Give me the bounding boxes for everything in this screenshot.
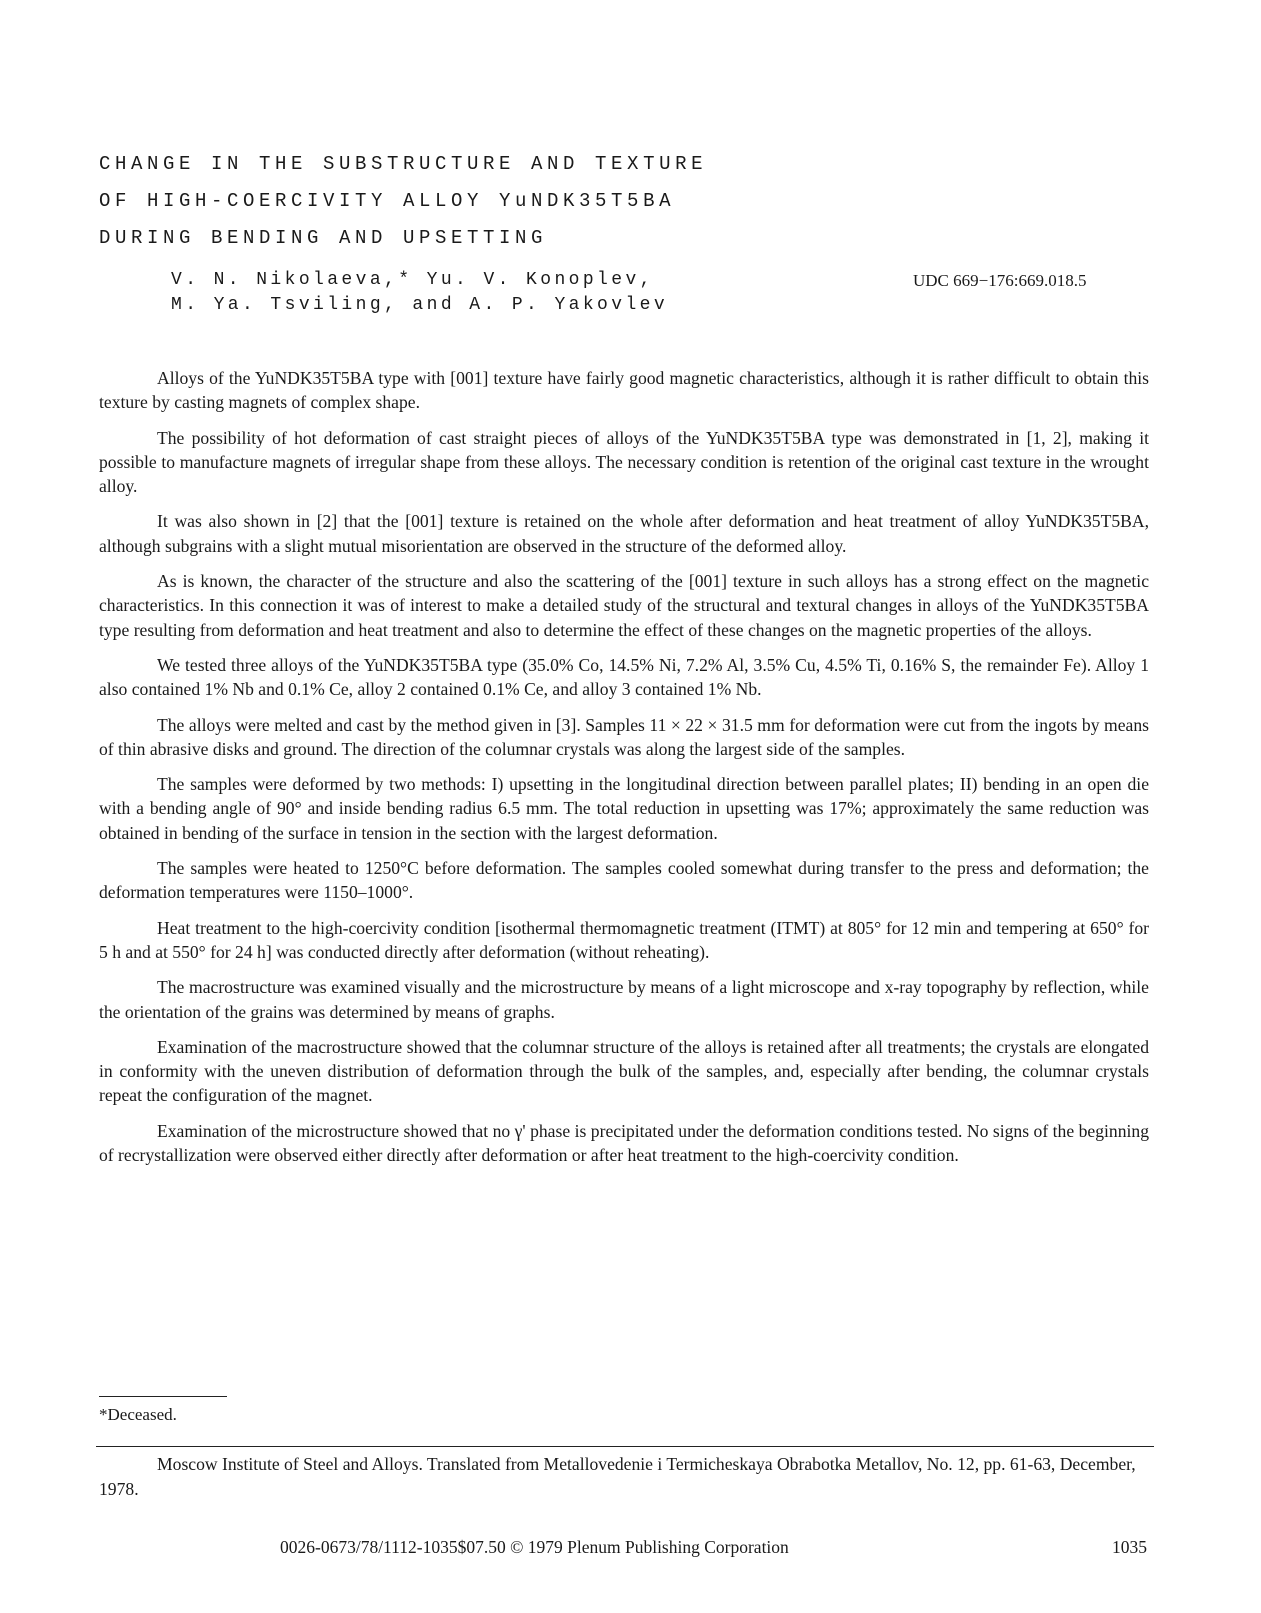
paragraph-2: The possibility of hot deformation of cast straight pieces of alloys of the YuNDK35T5BA type was demonstrated in [1, 2], making it possible to manufacture magnets of irregular shape from these alloys. The necessary condition is retention of the original cast texture in the wrought alloy.: [99, 427, 1149, 497]
paragraph-6: The alloys were melted and cast by the method given in [3]. Samples 11 × 22 × 31.5 mm for deformation were cut from the ingots by means of thin abrasive disks and ground. The direction of the columnar crystals was along the largest side of the samples.: [99, 714, 1149, 759]
author-line-1: V. N. Nikolaeva,* Yu. V. Konoplev,: [171, 270, 654, 290]
udc-code: UDC 669−176:669.018.5: [913, 271, 1087, 290]
title-line-2: OF HIGH-COERCIVITY ALLOY YuNDK35T5BA: [99, 190, 676, 212]
affiliation-note: [99, 1452, 1149, 1501]
article-title: [99, 146, 707, 257]
paragraph-9: Heat treatment to the high-coercivity condition [isothermal thermomagnetic treatment (ITMT) at 805° for 12 min and tempering at 650° for 5 h and at 550° for 24 h] was conducted directly after deformation (without reheating).: [99, 917, 1149, 962]
paragraph-3: It was also shown in [2] that the [001] texture is retained on the whole after deformation and heat treatment of alloy YuNDK35T5BA, although subgrains with a slight mutual misorientation are observed in the structure of the deformed alloy.: [99, 511, 1149, 556]
affiliation-divider: [96, 1446, 1154, 1447]
copyright-line: 0026-0673/78/1112-1035$07.50 © 1979 Plenum Publishing Corporation: [280, 1537, 789, 1557]
footnote: *Deceased.: [99, 1405, 177, 1424]
author-list: [171, 268, 668, 318]
footnote-divider: [99, 1396, 227, 1397]
paragraph-12: Examination of the microstructure showed that no γ' phase is precipitated under the deformation conditions tested. No signs of the beginning of recrystallization were observed either directly after deformation or after heat treatment to the high-coercivity condition.: [99, 1120, 1149, 1166]
affiliation-text: Moscow Institute of Steel and Alloys. Translated from Metallovedenie i Termicheskaya Obrabotka Metallov, No. 12, pp. 61-63, December, 1978.: [99, 1454, 1136, 1499]
paragraph-1: Alloys of the YuNDK35T5BA type with [001] texture have fairly good magnetic characteristics, although it is rather difficult to obtain this texture by casting magnets of complex shape.: [99, 368, 1149, 413]
paragraph-8: The samples were heated to 1250°C before deformation. The samples cooled somewhat during transfer to the press and deformation; the deformation temperatures were 1150–1000°.: [99, 858, 1149, 903]
article-body: [99, 366, 1149, 1178]
paragraph-5: We tested three alloys of the YuNDK35T5BA type (35.0% Co, 14.5% Ni, 7.2% Al, 3.5% Cu, 4.5% Ti, 0.16% S, the remainder Fe). Alloy 1 also contained 1% Nb and 0.1% Ce, alloy 2 contained 0.1% Ce, and alloy 3 contained 1% Nb.: [99, 654, 1149, 700]
page-number: 1035: [1112, 1537, 1147, 1557]
paragraph-7: The samples were deformed by two methods: I) upsetting in the longitudinal direction between parallel plates; II) bending in an open die with a bending angle of 90° and inside bending radius 6.5 mm. The total reduction in upsetting was 17%; approximately the same reduction was obtained in bending of the surface in tension in the section with the largest deformation.: [99, 774, 1149, 843]
author-line-2: M. Ya. Tsviling, and A. P. Yakovlev: [171, 295, 669, 315]
title-line-3: DURING BENDING AND UPSETTING: [99, 227, 548, 249]
paragraph-4: As is known, the character of the structure and also the scattering of the [001] texture in such alloys has a strong effect on the magnetic characteristics. In this connection it was of interest to make a detailed study of the structural and textural changes in alloys of the YuNDK35T5BA type resulting from deformation and heat treatment and also to determine the effect of these changes on the magnetic properties of the alloys.: [99, 571, 1149, 640]
title-line-1: CHANGE IN THE SUBSTRUCTURE AND TEXTURE: [99, 153, 708, 175]
paragraph-10: The macrostructure was examined visually and the microstructure by means of a light microscope and x-ray topography by reflection, while the orientation of the grains was determined by means of graphs.: [99, 977, 1149, 1022]
paragraph-11: Examination of the macrostructure showed that the columnar structure of the alloys is retained after all treatments; the crystals are elongated in conformity with the uneven distribution of deformation through the bulk of the samples, and, especially after bending, the columnar crystals repeat the configuration of the magnet.: [99, 1036, 1149, 1106]
